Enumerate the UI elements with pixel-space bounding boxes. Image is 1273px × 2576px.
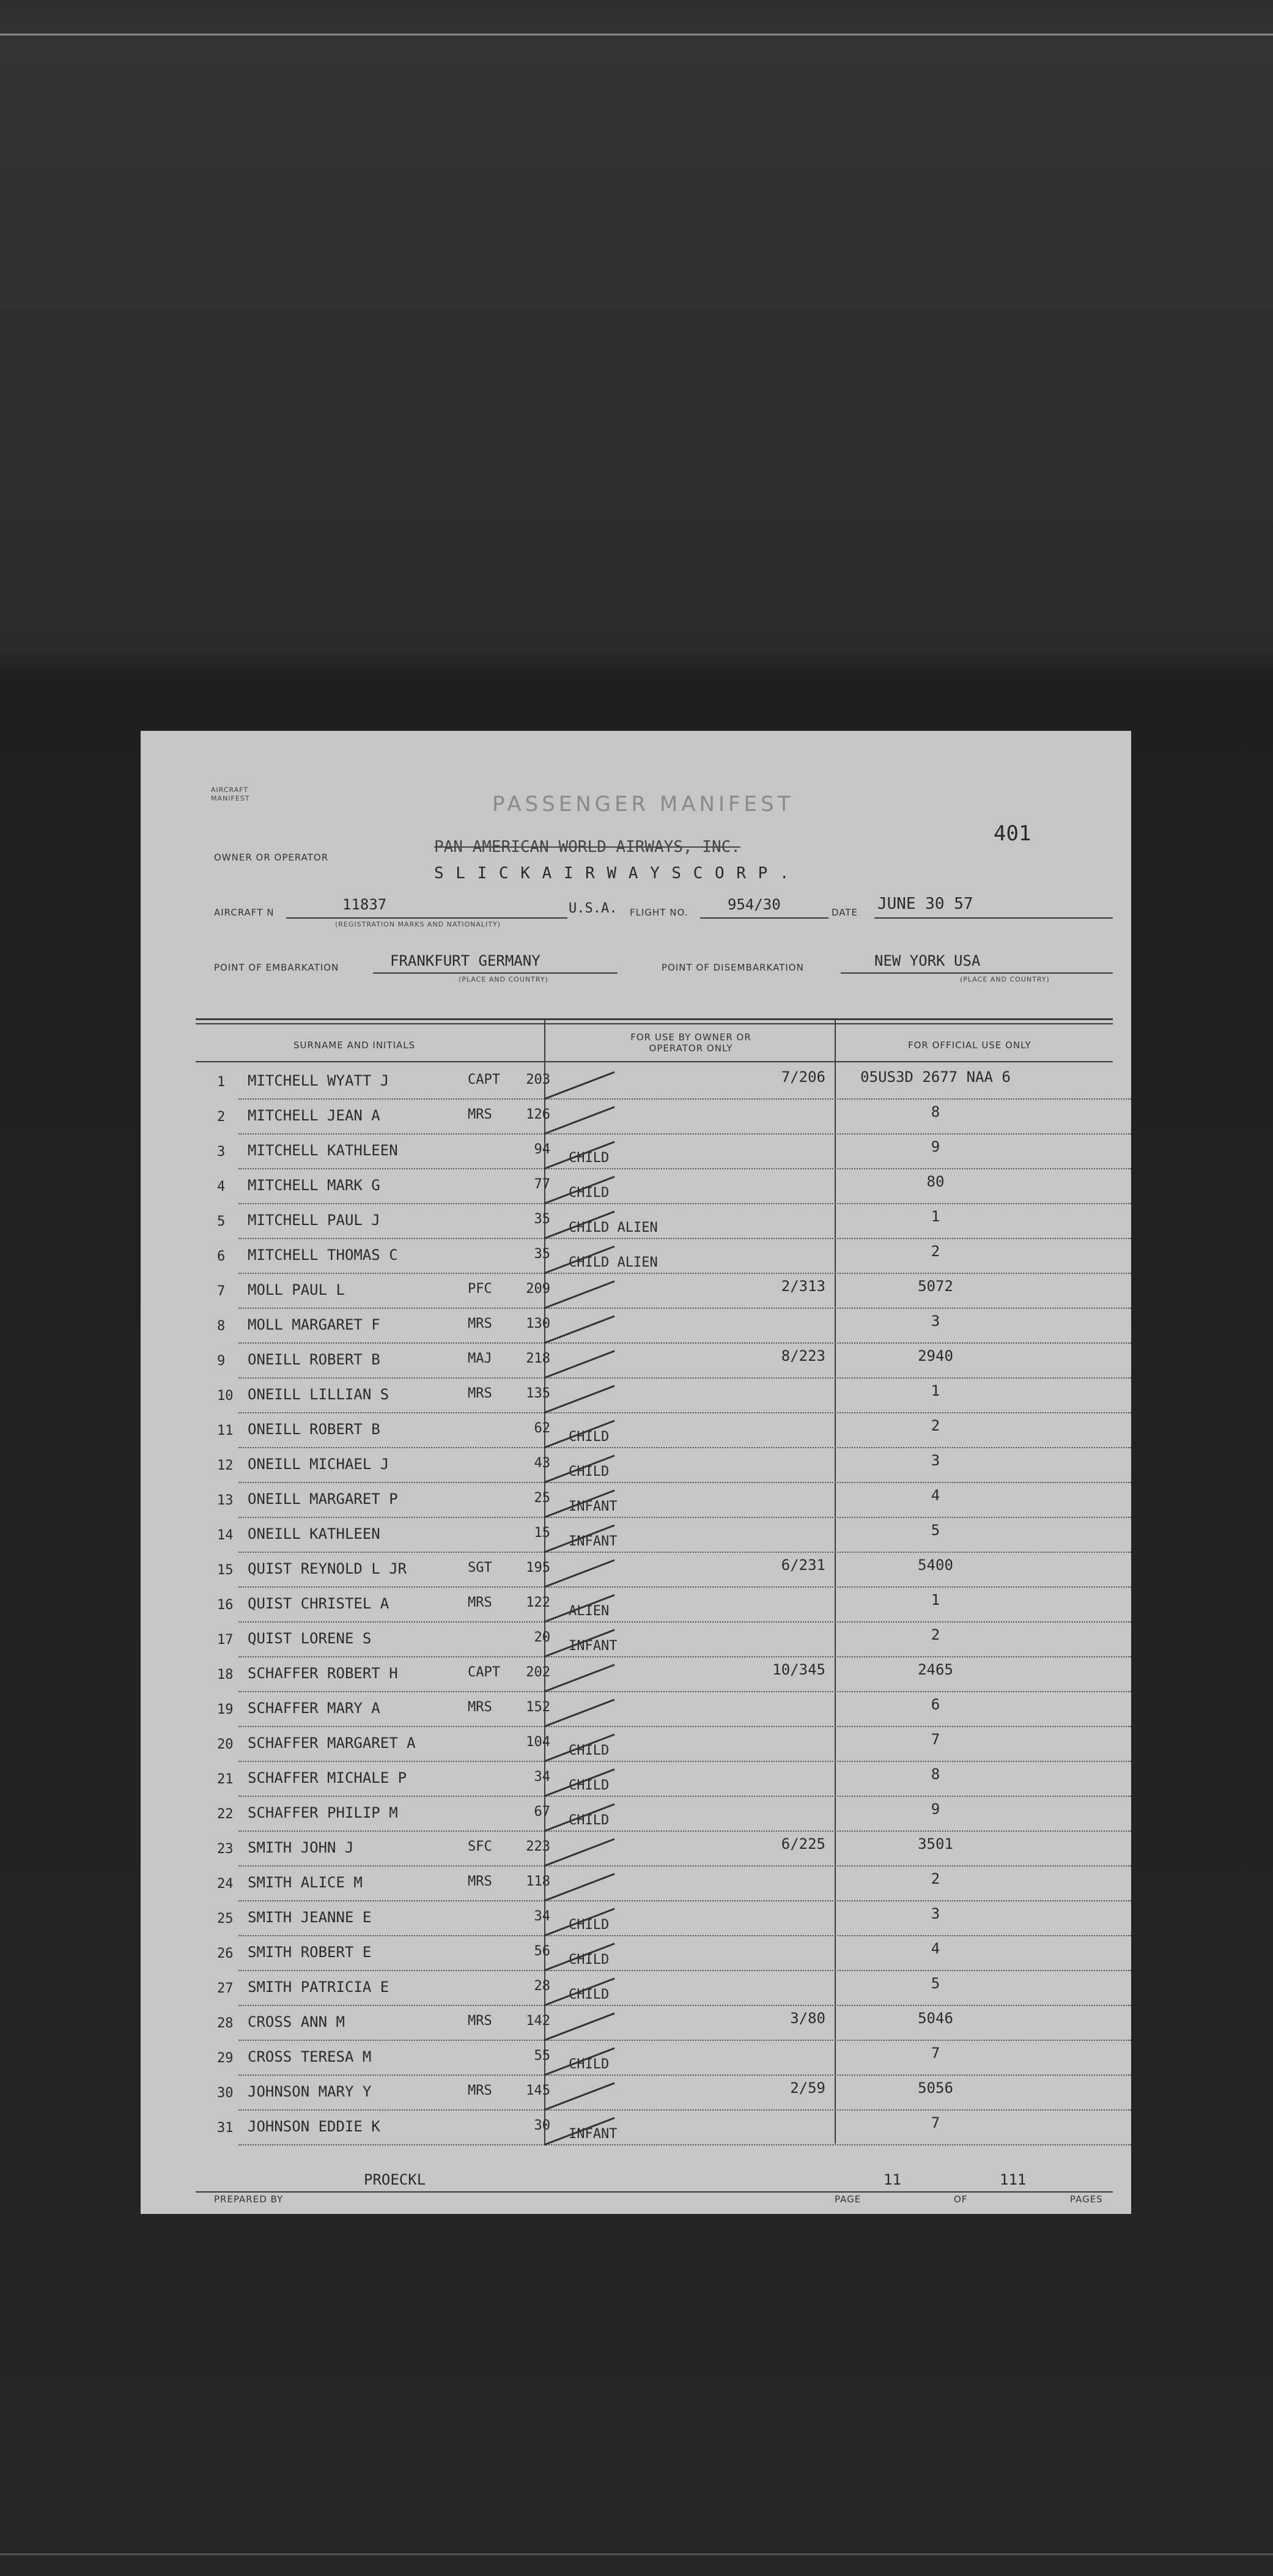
passenger-title: SGT <box>468 1560 492 1575</box>
passenger-weight: 209 <box>526 1281 550 1297</box>
passenger-title: CAPT <box>468 1072 500 1087</box>
row-rule <box>238 1865 1131 1867</box>
check-mark-icon <box>541 1834 621 1871</box>
row-rule <box>238 1412 1131 1413</box>
pages-label: PAGES <box>1070 2194 1103 2205</box>
of-label: OF <box>954 2194 968 2205</box>
row-rule <box>238 1935 1131 1936</box>
passenger-weight: 77 <box>534 1177 550 1192</box>
table-row <box>141 1974 1131 2008</box>
passenger-remark: CHILD ALIEN <box>569 1255 658 1270</box>
row-number: 25 <box>217 1911 234 1926</box>
flight-number: 954/30 <box>728 896 781 913</box>
check-mark-icon <box>541 1625 621 1662</box>
row-rule <box>238 1238 1131 1239</box>
official-code: 4 <box>931 1487 940 1504</box>
passenger-weight: 223 <box>526 1839 550 1854</box>
row-rule <box>238 1342 1131 1344</box>
row-number: 31 <box>217 2120 234 2136</box>
passenger-name: JOHNSON EDDIE K <box>248 2118 380 2135</box>
passenger-weight: 67 <box>534 1804 550 1819</box>
table-row <box>141 1555 1131 1590</box>
official-code: 2 <box>931 1626 940 1643</box>
passenger-weight: 56 <box>534 1944 550 1959</box>
owner-label: OWNER OR OPERATOR <box>214 852 329 863</box>
passenger-weight: 34 <box>534 1909 550 1924</box>
check-mark-icon <box>541 1555 621 1592</box>
check-mark-icon <box>541 2008 621 2045</box>
passenger-remark: CHILD <box>569 1150 610 1166</box>
check-mark-icon <box>541 1520 621 1557</box>
official-code: 2 <box>931 1870 940 1887</box>
official-code: 2 <box>931 1417 940 1434</box>
official-code: 5072 <box>918 1278 953 1295</box>
table-row <box>141 1695 1131 1730</box>
official-code: 3 <box>931 1452 940 1469</box>
check-mark-icon <box>541 1904 621 1941</box>
table-row <box>141 2113 1131 2148</box>
row-number: 7 <box>217 1284 226 1299</box>
row-rule <box>238 2040 1131 2041</box>
passenger-weight: 30 <box>534 2118 550 2133</box>
passenger-remark: CHILD <box>569 1813 610 1828</box>
row-rule <box>238 1621 1131 1623</box>
passenger-remark: CHILD <box>569 2057 610 2072</box>
check-mark-icon <box>541 2113 621 2150</box>
row-number: 16 <box>217 1597 234 1613</box>
row-number: 14 <box>217 1528 234 1543</box>
row-number: 13 <box>217 1493 234 1508</box>
table-row <box>141 1764 1131 1799</box>
row-rule <box>238 1691 1131 1692</box>
passenger-weight: 135 <box>526 1386 550 1401</box>
official-code: 6 <box>931 1696 940 1713</box>
check-mark-icon <box>541 1695 621 1731</box>
row-number: 3 <box>217 1144 226 1160</box>
row-number: 20 <box>217 1737 234 1752</box>
official-code: 1 <box>931 1382 940 1399</box>
page-label: PAGE <box>835 2194 862 2205</box>
passenger-name: ONEILL LILLIAN S <box>248 1386 389 1403</box>
owner-reference: 10/345 <box>772 1661 825 1678</box>
passenger-name: SCHAFFER MARY A <box>248 1700 380 1717</box>
passenger-remark: CHILD <box>569 1743 610 1758</box>
official-code: 7 <box>931 2045 940 2062</box>
row-number: 24 <box>217 1876 234 1892</box>
passenger-title: SFC <box>468 1839 492 1854</box>
official-code: 3 <box>931 1905 940 1922</box>
row-rule <box>238 2005 1131 2006</box>
table-row <box>141 1451 1131 1486</box>
passenger-title: MAJ <box>468 1351 492 1366</box>
passenger-name: ONEILL MARGARET P <box>248 1490 398 1508</box>
row-number: 30 <box>217 2086 234 2101</box>
official-code: 05US3D 2677 NAA 6 <box>860 1068 1011 1086</box>
passenger-name: SMITH JOHN J <box>248 1839 354 1856</box>
check-mark-icon <box>541 1207 621 1243</box>
passenger-weight: 118 <box>526 1874 550 1889</box>
official-code: 5 <box>931 1522 940 1539</box>
page-number: 11 <box>884 2171 901 2188</box>
table-row <box>141 1067 1131 1102</box>
passenger-remark: INFANT <box>569 1499 618 1514</box>
passenger-title: MRS <box>468 1874 492 1889</box>
check-mark-icon <box>541 1590 621 1627</box>
table-row <box>141 1381 1131 1416</box>
official-code: 7 <box>931 2114 940 2131</box>
prepared-by-label: PREPARED BY <box>214 2194 284 2205</box>
row-number: 8 <box>217 1319 226 1334</box>
registration-note: (REGISTRATION MARKS AND NATIONALITY) <box>335 920 501 928</box>
check-mark-icon <box>541 1172 621 1208</box>
passenger-name: ONEILL KATHLEEN <box>248 1525 380 1542</box>
check-mark-icon <box>541 1416 621 1453</box>
passenger-remark: ALIEN <box>569 1604 610 1619</box>
official-code: 5056 <box>918 2079 953 2097</box>
total-pages: 111 <box>1000 2171 1027 2188</box>
check-mark-icon <box>541 1974 621 2010</box>
owner-reference: 2/59 <box>790 2079 825 2097</box>
column-header-name: SURNAME AND INITIALS <box>293 1040 416 1051</box>
row-rule <box>238 1830 1131 1832</box>
film-edge-bottom <box>0 2553 1273 2555</box>
table-row <box>141 1416 1131 1451</box>
passenger-title: MRS <box>468 1316 492 1331</box>
check-mark-icon <box>541 1311 621 1348</box>
row-number: 9 <box>217 1353 226 1369</box>
row-rule <box>238 1168 1131 1169</box>
owner-reference: 7/206 <box>781 1068 825 1086</box>
embark-note: (PLACE AND COUNTRY) <box>459 975 548 983</box>
table-row <box>141 2008 1131 2043</box>
passenger-weight: 43 <box>534 1456 550 1471</box>
passenger-weight: 62 <box>534 1421 550 1436</box>
passenger-remark: CHILD ALIEN <box>569 1220 658 1235</box>
owner-reference: 6/225 <box>781 1835 825 1852</box>
check-mark-icon <box>541 2043 621 2080</box>
passenger-weight: 145 <box>526 2083 550 2098</box>
row-number: 22 <box>217 1807 234 1822</box>
passenger-remark: CHILD <box>569 1185 610 1201</box>
row-number: 1 <box>217 1075 226 1090</box>
row-rule <box>238 1517 1131 1518</box>
check-mark-icon <box>541 1486 621 1522</box>
passenger-name: MITCHELL KATHLEEN <box>248 1142 398 1159</box>
row-number: 17 <box>217 1632 234 1648</box>
table-row <box>141 1625 1131 1660</box>
row-number: 5 <box>217 1214 226 1229</box>
row-number: 21 <box>217 1772 234 1787</box>
table-row <box>141 1799 1131 1834</box>
table-row <box>141 1486 1131 1520</box>
table-row <box>141 2078 1131 2113</box>
passenger-weight: 203 <box>526 1072 550 1087</box>
passenger-name: CROSS TERESA M <box>248 2048 372 2065</box>
passenger-remark: CHILD <box>569 1952 610 1967</box>
table-row <box>141 1834 1131 1869</box>
passenger-remark: CHILD <box>569 1917 610 1933</box>
official-code: 8 <box>931 1766 940 1783</box>
date-label: DATE <box>832 907 858 918</box>
passenger-name: MITCHELL MARK G <box>248 1177 380 1194</box>
table-row <box>141 1660 1131 1695</box>
row-number: 18 <box>217 1667 234 1682</box>
passenger-remark: INFANT <box>569 1534 618 1549</box>
owner-struck: PAN AMERICAN WORLD AIRWAYS, INC. <box>434 838 740 856</box>
disembark-label: POINT OF DISEMBARKATION <box>662 962 804 973</box>
official-code: 2940 <box>918 1347 953 1364</box>
passenger-name: QUIST CHRISTEL A <box>248 1595 389 1612</box>
table-row <box>141 1590 1131 1625</box>
passenger-title: MRS <box>468 2013 492 2029</box>
nationality: U.S.A. <box>569 901 618 916</box>
passenger-weight: 34 <box>534 1769 550 1785</box>
check-mark-icon <box>541 1799 621 1836</box>
row-number: 29 <box>217 2051 234 2066</box>
page-mark: 401 <box>994 821 1031 846</box>
official-code: 3501 <box>918 1835 953 1852</box>
row-rule <box>238 1761 1131 1762</box>
passenger-name: SCHAFFER MARGARET A <box>248 1734 416 1752</box>
passenger-weight: 20 <box>534 1630 550 1645</box>
row-number: 4 <box>217 1179 226 1194</box>
check-mark-icon <box>541 2078 621 2115</box>
passenger-name: SCHAFFER PHILIP M <box>248 1804 398 1821</box>
passenger-title: PFC <box>468 1281 492 1297</box>
official-code: 5046 <box>918 2010 953 2027</box>
table-row <box>141 1137 1131 1172</box>
passenger-weight: 104 <box>526 1734 550 1750</box>
passenger-weight: 15 <box>534 1525 550 1541</box>
table-row <box>141 1730 1131 1764</box>
passenger-list <box>141 1067 1131 2144</box>
manifest-sheet <box>141 731 1131 2214</box>
passenger-name: MITCHELL THOMAS C <box>248 1246 398 1264</box>
film-edge-top <box>0 34 1273 35</box>
passenger-remark: INFANT <box>569 2126 618 2142</box>
row-number: 26 <box>217 1946 234 1961</box>
check-mark-icon <box>541 1660 621 1697</box>
embark-label: POINT OF EMBARKATION <box>214 962 339 973</box>
official-code: 1 <box>931 1591 940 1608</box>
prepared-by-value: PROECKL <box>364 2171 426 2188</box>
check-mark-icon <box>541 1730 621 1766</box>
passenger-name: ONEILL ROBERT B <box>248 1351 380 1368</box>
row-rule <box>238 2074 1131 2076</box>
row-rule <box>238 1482 1131 1483</box>
official-code: 5 <box>931 1975 940 1992</box>
official-code: 8 <box>931 1103 940 1120</box>
official-code: 2 <box>931 1243 940 1260</box>
table-row <box>141 1311 1131 1346</box>
official-code: 3 <box>931 1312 940 1330</box>
official-code: 7 <box>931 1731 940 1748</box>
row-number: 6 <box>217 1249 226 1264</box>
passenger-remark: CHILD <box>569 1429 610 1445</box>
table-row <box>141 1276 1131 1311</box>
row-number: 19 <box>217 1702 234 1717</box>
table-row <box>141 1172 1131 1207</box>
embark-value: FRANKFURT GERMANY <box>390 952 541 969</box>
passenger-title: CAPT <box>468 1665 500 1680</box>
passenger-weight: 195 <box>526 1560 550 1575</box>
row-rule <box>238 2144 1131 2145</box>
table-row <box>141 1207 1131 1242</box>
row-number: 2 <box>217 1109 226 1125</box>
aircraft-label: AIRCRAFT N <box>214 907 275 918</box>
owner-name: S L I C K A I R W A Y S C O R P . <box>434 864 791 883</box>
table-row <box>141 1242 1131 1276</box>
row-number: 27 <box>217 1981 234 1996</box>
passenger-weight: 35 <box>534 1246 550 1262</box>
passenger-weight: 126 <box>526 1107 550 1122</box>
row-number: 12 <box>217 1458 234 1473</box>
official-code: 2465 <box>918 1661 953 1678</box>
table-row <box>141 1904 1131 1939</box>
passenger-weight: 130 <box>526 1316 550 1331</box>
passenger-weight: 55 <box>534 2048 550 2063</box>
passenger-weight: 142 <box>526 2013 550 2029</box>
row-rule <box>238 1900 1131 1901</box>
passenger-name: MITCHELL PAUL J <box>248 1212 380 1229</box>
owner-reference: 6/231 <box>781 1556 825 1574</box>
passenger-remark: CHILD <box>569 1778 610 1793</box>
column-header-owner: FOR USE BY OWNER OR OPERATOR ONLY <box>630 1032 751 1054</box>
passenger-name: QUIST REYNOLD L JR <box>248 1560 407 1577</box>
check-mark-icon <box>541 1869 621 1906</box>
passenger-name: SCHAFFER MICHALE P <box>248 1769 407 1786</box>
row-rule <box>238 1586 1131 1588</box>
passenger-name: ONEILL ROBERT B <box>248 1421 380 1438</box>
passenger-name: SMITH ROBERT E <box>248 1944 372 1961</box>
passenger-title: MRS <box>468 1107 492 1122</box>
passenger-name: SMITH PATRICIA E <box>248 1978 389 1996</box>
row-rule <box>238 1970 1131 1971</box>
passenger-name: MITCHELL JEAN A <box>248 1107 380 1124</box>
date-value: JUNE 30 57 <box>877 895 973 913</box>
passenger-title: MRS <box>468 2083 492 2098</box>
row-rule <box>238 1203 1131 1204</box>
passenger-remark: CHILD <box>569 1464 610 1479</box>
check-mark-icon <box>541 1451 621 1487</box>
passenger-title: MRS <box>468 1595 492 1610</box>
passenger-weight: 152 <box>526 1700 550 1715</box>
row-rule <box>238 1447 1131 1448</box>
row-rule <box>238 1726 1131 1727</box>
passenger-name: ONEILL MICHAEL J <box>248 1456 389 1473</box>
check-mark-icon <box>541 1102 621 1139</box>
passenger-weight: 28 <box>534 1978 550 1994</box>
official-code: 80 <box>926 1173 945 1190</box>
passenger-name: CROSS ANN M <box>248 2013 345 2030</box>
passenger-weight: 202 <box>526 1665 550 1680</box>
owner-reference: 2/313 <box>781 1278 825 1295</box>
row-rule <box>238 1552 1131 1553</box>
check-mark-icon <box>541 1067 621 1104</box>
passenger-name: MITCHELL WYATT J <box>248 1072 389 1089</box>
passenger-name: QUIST LORENE S <box>248 1630 372 1647</box>
disembark-note: (PLACE AND COUNTRY) <box>960 975 1050 983</box>
owner-reference: 3/80 <box>790 2010 825 2027</box>
row-number: 15 <box>217 1563 234 1578</box>
passenger-name: SCHAFFER ROBERT H <box>248 1665 398 1682</box>
table-row <box>141 1520 1131 1555</box>
passenger-weight: 218 <box>526 1351 550 1366</box>
passenger-name: MOLL PAUL L <box>248 1281 345 1298</box>
check-mark-icon <box>541 1381 621 1418</box>
passenger-weight: 122 <box>526 1595 550 1610</box>
check-mark-icon <box>541 1939 621 1975</box>
table-row <box>141 1869 1131 1904</box>
check-mark-icon <box>541 1137 621 1174</box>
passenger-weight: 94 <box>534 1142 550 1157</box>
passenger-remark: INFANT <box>569 1638 618 1654</box>
row-rule <box>238 1377 1131 1379</box>
table-row <box>141 1939 1131 1974</box>
form-title: PASSENGER MANIFEST <box>492 792 794 816</box>
row-rule <box>238 2109 1131 2111</box>
row-rule <box>238 1656 1131 1657</box>
check-mark-icon <box>541 1276 621 1313</box>
check-mark-icon <box>541 1346 621 1383</box>
row-number: 23 <box>217 1841 234 1857</box>
table-row <box>141 2043 1131 2078</box>
official-code: 4 <box>931 1940 940 1957</box>
check-mark-icon <box>541 1242 621 1278</box>
row-rule <box>238 1308 1131 1309</box>
row-rule <box>238 1796 1131 1797</box>
check-mark-icon <box>541 1764 621 1801</box>
passenger-name: MOLL MARGARET F <box>248 1316 380 1333</box>
flight-label: FLIGHT NO. <box>630 907 688 918</box>
passenger-name: SMITH JEANNE E <box>248 1909 372 1926</box>
row-number: 28 <box>217 2016 234 2031</box>
passenger-title: MRS <box>468 1700 492 1715</box>
official-code: 5400 <box>918 1556 953 1574</box>
table-top-rule <box>196 1018 1113 1020</box>
passenger-name: JOHNSON MARY Y <box>248 2083 372 2100</box>
owner-reference: 8/223 <box>781 1347 825 1364</box>
row-rule <box>238 1098 1131 1100</box>
row-rule <box>238 1133 1131 1134</box>
passenger-weight: 25 <box>534 1490 550 1506</box>
aircraft-manifest-stamp: AIRCRAFT MANIFEST <box>211 786 250 802</box>
official-code: 9 <box>931 1801 940 1818</box>
row-rule <box>238 1273 1131 1274</box>
table-row <box>141 1346 1131 1381</box>
official-code: 9 <box>931 1138 940 1155</box>
passenger-remark: CHILD <box>569 1987 610 2002</box>
column-header-official: FOR OFFICIAL USE ONLY <box>908 1040 1031 1051</box>
passenger-name: SMITH ALICE M <box>248 1874 363 1891</box>
passenger-title: MRS <box>468 1386 492 1401</box>
disembark-value: NEW YORK USA <box>874 952 981 969</box>
table-row <box>141 1102 1131 1137</box>
row-number: 11 <box>217 1423 234 1438</box>
official-code: 1 <box>931 1208 940 1225</box>
aircraft-number: 11837 <box>342 896 387 913</box>
passenger-weight: 35 <box>534 1212 550 1227</box>
row-number: 10 <box>217 1388 234 1404</box>
